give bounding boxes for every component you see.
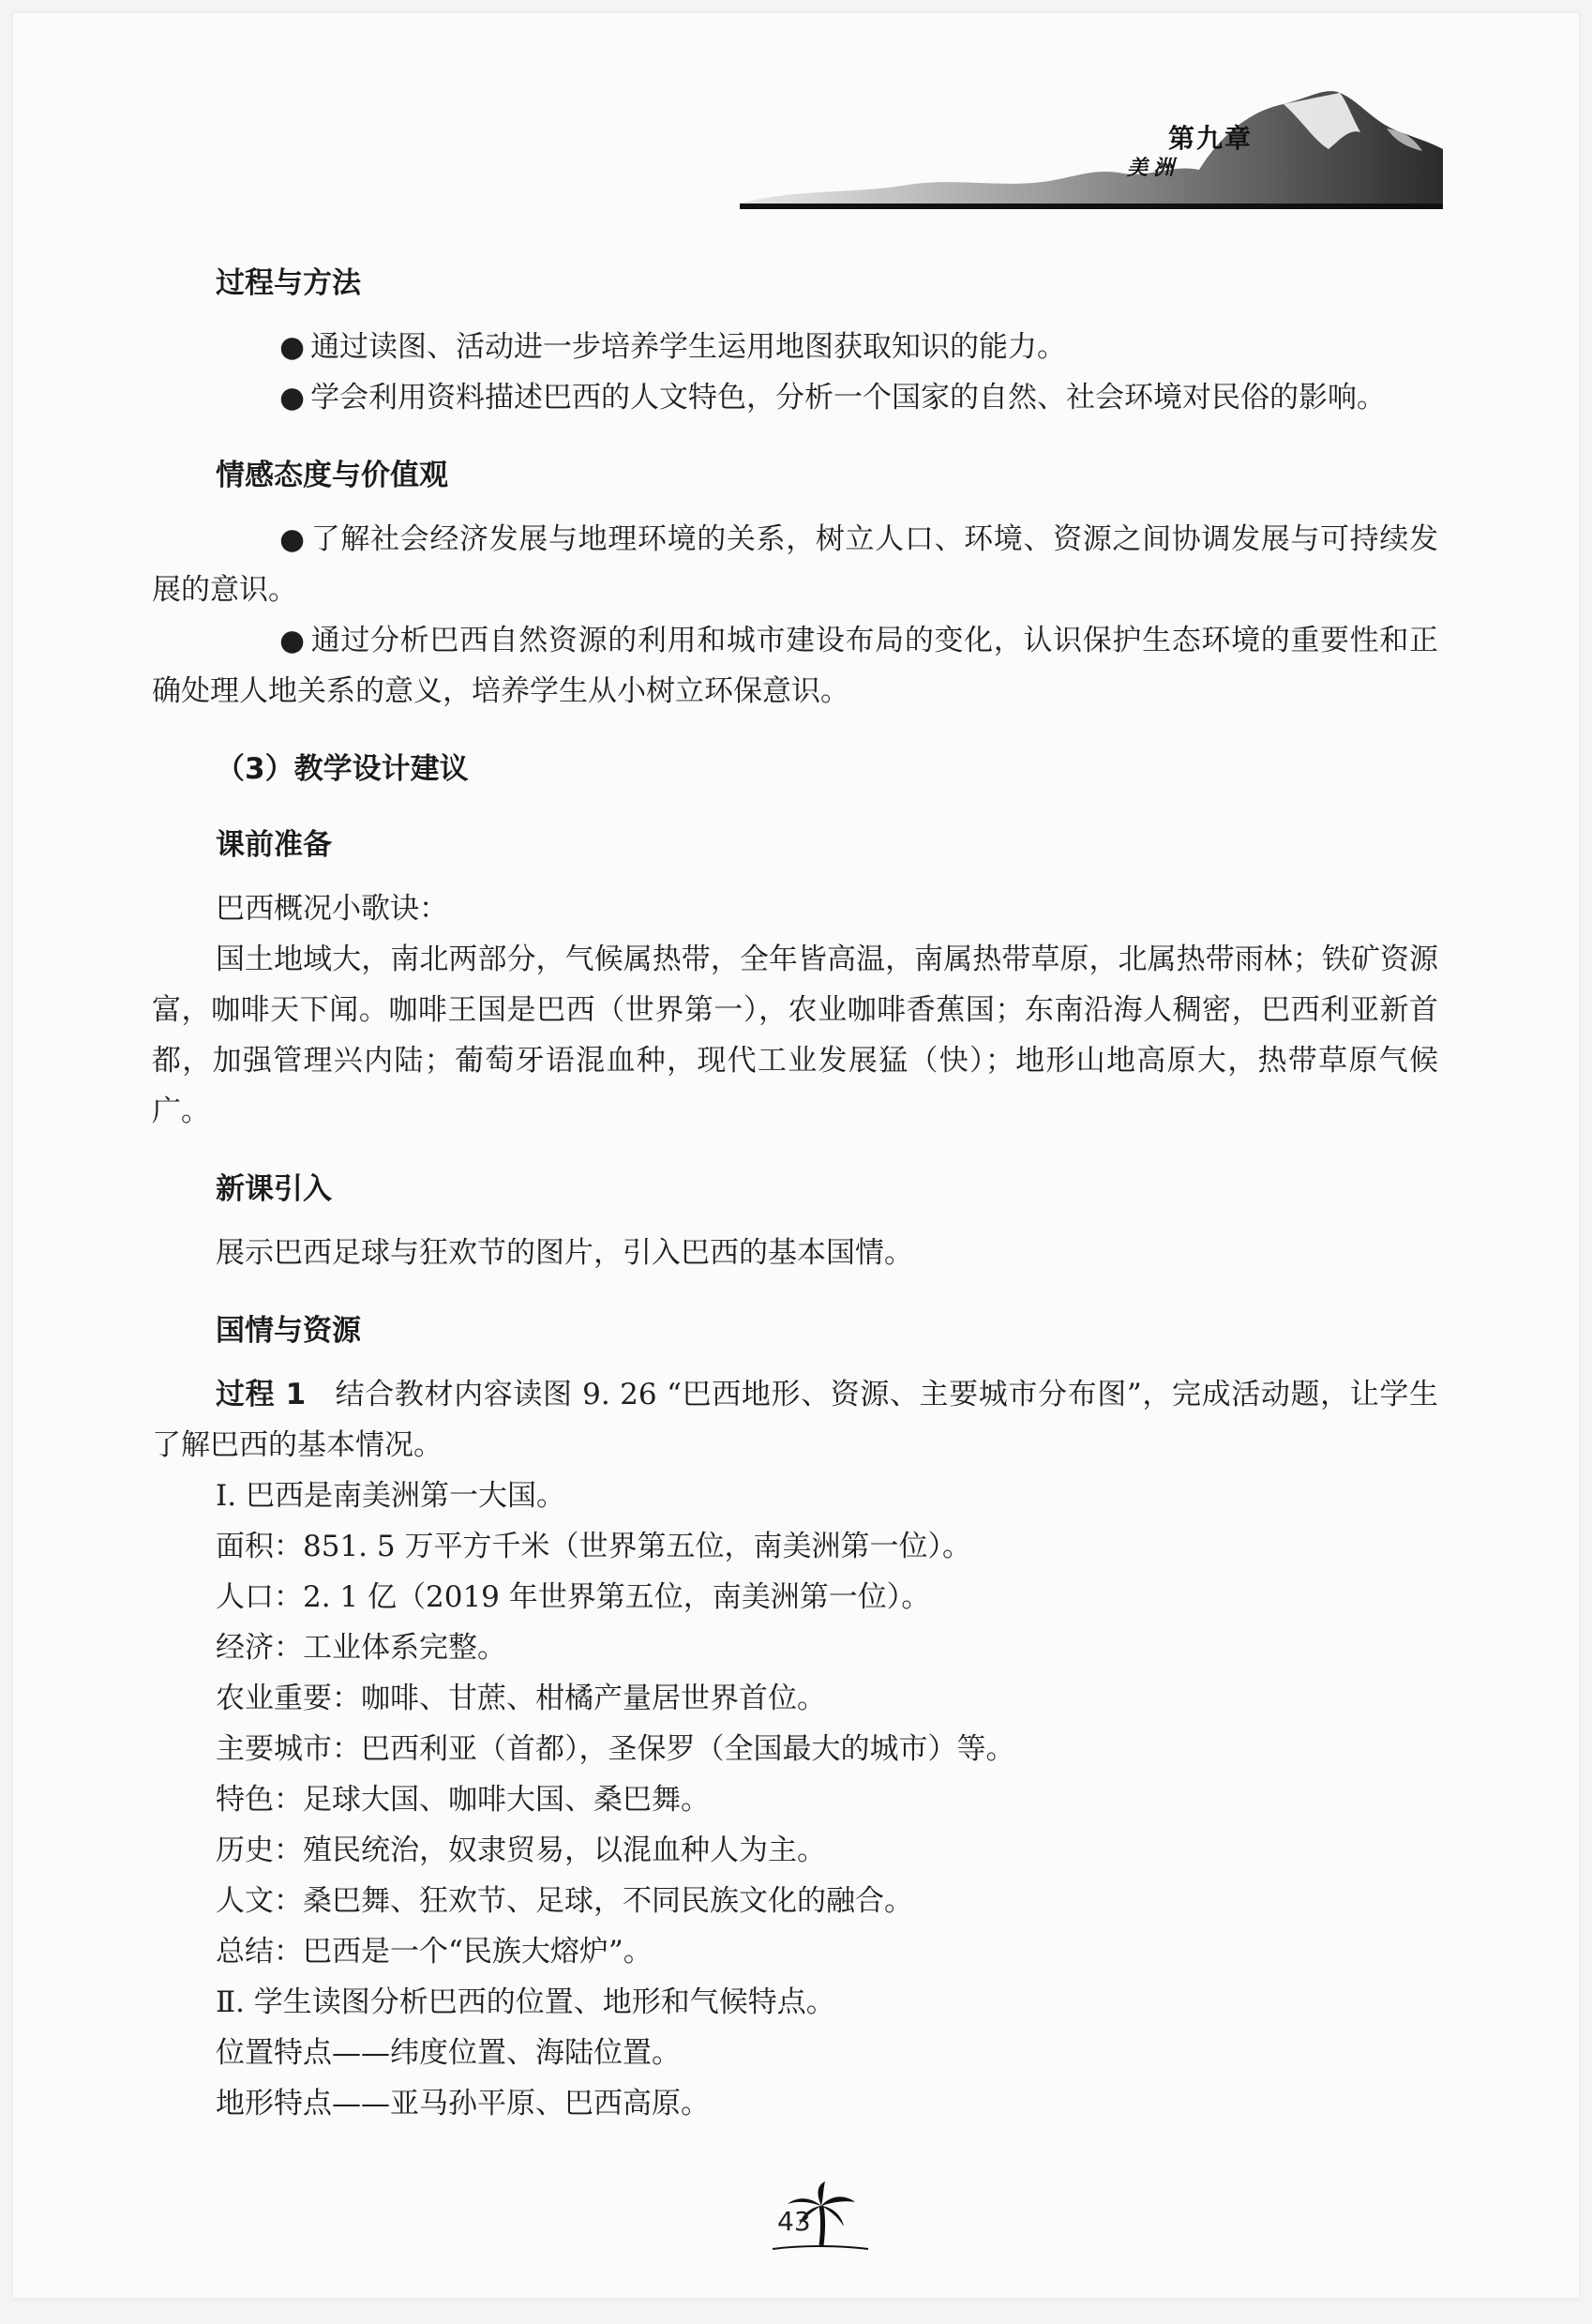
prep-intro: 巴西概况小歌诀： bbox=[216, 892, 448, 926]
page-number: 43 bbox=[777, 2206, 811, 2237]
process-paragraph bbox=[152, 1369, 1438, 1471]
info-line: 历史：殖民统治，奴隶贸易，以混血种人为主。 bbox=[216, 1834, 826, 1867]
info-line: Ⅱ. 学生读图分析巴西的位置、地形和气候特点。 bbox=[216, 1985, 835, 2019]
bullet-icon: ● bbox=[279, 522, 306, 556]
section-heading-national: 国情与资源 bbox=[216, 1314, 361, 1348]
bullet-paragraph bbox=[152, 514, 1438, 615]
info-line: 经济：工业体系完整。 bbox=[216, 1631, 506, 1665]
section-heading-prep: 课前准备 bbox=[216, 828, 332, 862]
info-line: 人文：桑巴舞、狂欢节、足球，不同民族文化的融合。 bbox=[216, 1884, 913, 1918]
section-heading-process-method: 过程与方法 bbox=[216, 266, 361, 300]
main-content bbox=[152, 259, 1438, 2129]
bullet-icon: ● bbox=[279, 330, 306, 364]
process-label: 过程 1 bbox=[216, 1378, 307, 1411]
document-page bbox=[13, 13, 1579, 2298]
process-text: 结合教材内容读图 9. 26 “巴西地形、资源、主要城市分布图”，完成活动题，让学生了解巴西的基本情况。 bbox=[152, 1378, 1438, 1462]
info-line: 总结：巴西是一个“民族大熔炉”。 bbox=[216, 1935, 653, 1969]
info-line: 主要城市：巴西利亚（首都），圣保罗（全国最大的城市）等。 bbox=[216, 1732, 1015, 1766]
bullet-text: 了解社会经济发展与地理环境的关系，树立人口、环境、资源之间协调发展与可持续发展的意识。 bbox=[152, 522, 1438, 607]
bullet-paragraph bbox=[152, 615, 1438, 717]
section-heading-design: （3）教学设计建议 bbox=[216, 752, 469, 786]
info-line: 人口：2. 1 亿（2019 年世界第五位，南美洲第一位）。 bbox=[216, 1580, 931, 1614]
mountain-header-illustration bbox=[740, 83, 1443, 215]
bullet-text: 通过分析巴西自然资源的利用和城市建设布局的变化，认识保护生态环境的重要性和正确处理人地关系的意义，培养学生从小树立环保意识。 bbox=[152, 624, 1438, 708]
bullet-icon: ● bbox=[279, 381, 306, 415]
info-line: 地形特点——亚马孙平原、巴西高原。 bbox=[216, 2087, 710, 2120]
section-heading-emotion-values: 情感态度与价值观 bbox=[216, 459, 448, 492]
bullet-paragraph bbox=[152, 322, 1438, 372]
prep-rhyme-text: 国土地域大，南北两部分，气候属热带，全年皆高温，南属热带草原，北属热带雨林；铁矿资源富，咖啡天下闻。咖啡王国是巴西（世界第一），农业咖啡香蕉国；东南沿海人稠密，巴西利亚新首都，加强管理兴内陆；葡萄牙语混血种，现代工业发展猛（快）；地形山地高原大，热带草原气候广。 bbox=[152, 943, 1438, 1128]
info-line: 位置特点——纬度位置、海陆位置。 bbox=[216, 2036, 681, 2070]
bullet-text: 学会利用资料描述巴西的人文特色，分析一个国家的自然、社会环境对民俗的影响。 bbox=[310, 381, 1387, 415]
intro-lesson-text: 展示巴西足球与狂欢节的图片，引入巴西的基本国情。 bbox=[216, 1236, 913, 1270]
info-line: 农业重要：咖啡、甘蔗、柑橘产量居世界首位。 bbox=[216, 1682, 826, 1715]
info-line: 特色：足球大国、咖啡大国、桑巴舞。 bbox=[216, 1783, 710, 1817]
chapter-title: 第九章 bbox=[1168, 123, 1254, 154]
info-line: Ⅰ. 巴西是南美洲第一大国。 bbox=[216, 1479, 565, 1513]
bullet-icon: ● bbox=[279, 624, 306, 657]
chapter-subtitle: 美洲 bbox=[1127, 156, 1180, 180]
bullet-paragraph bbox=[152, 372, 1438, 423]
section-heading-intro-lesson: 新课引入 bbox=[216, 1172, 332, 1206]
info-line: 面积：851. 5 万平方千米（世界第五位，南美洲第一位）。 bbox=[216, 1530, 971, 1563]
bullet-text: 通过读图、活动进一步培养学生运用地图获取知识的能力。 bbox=[310, 330, 1067, 364]
